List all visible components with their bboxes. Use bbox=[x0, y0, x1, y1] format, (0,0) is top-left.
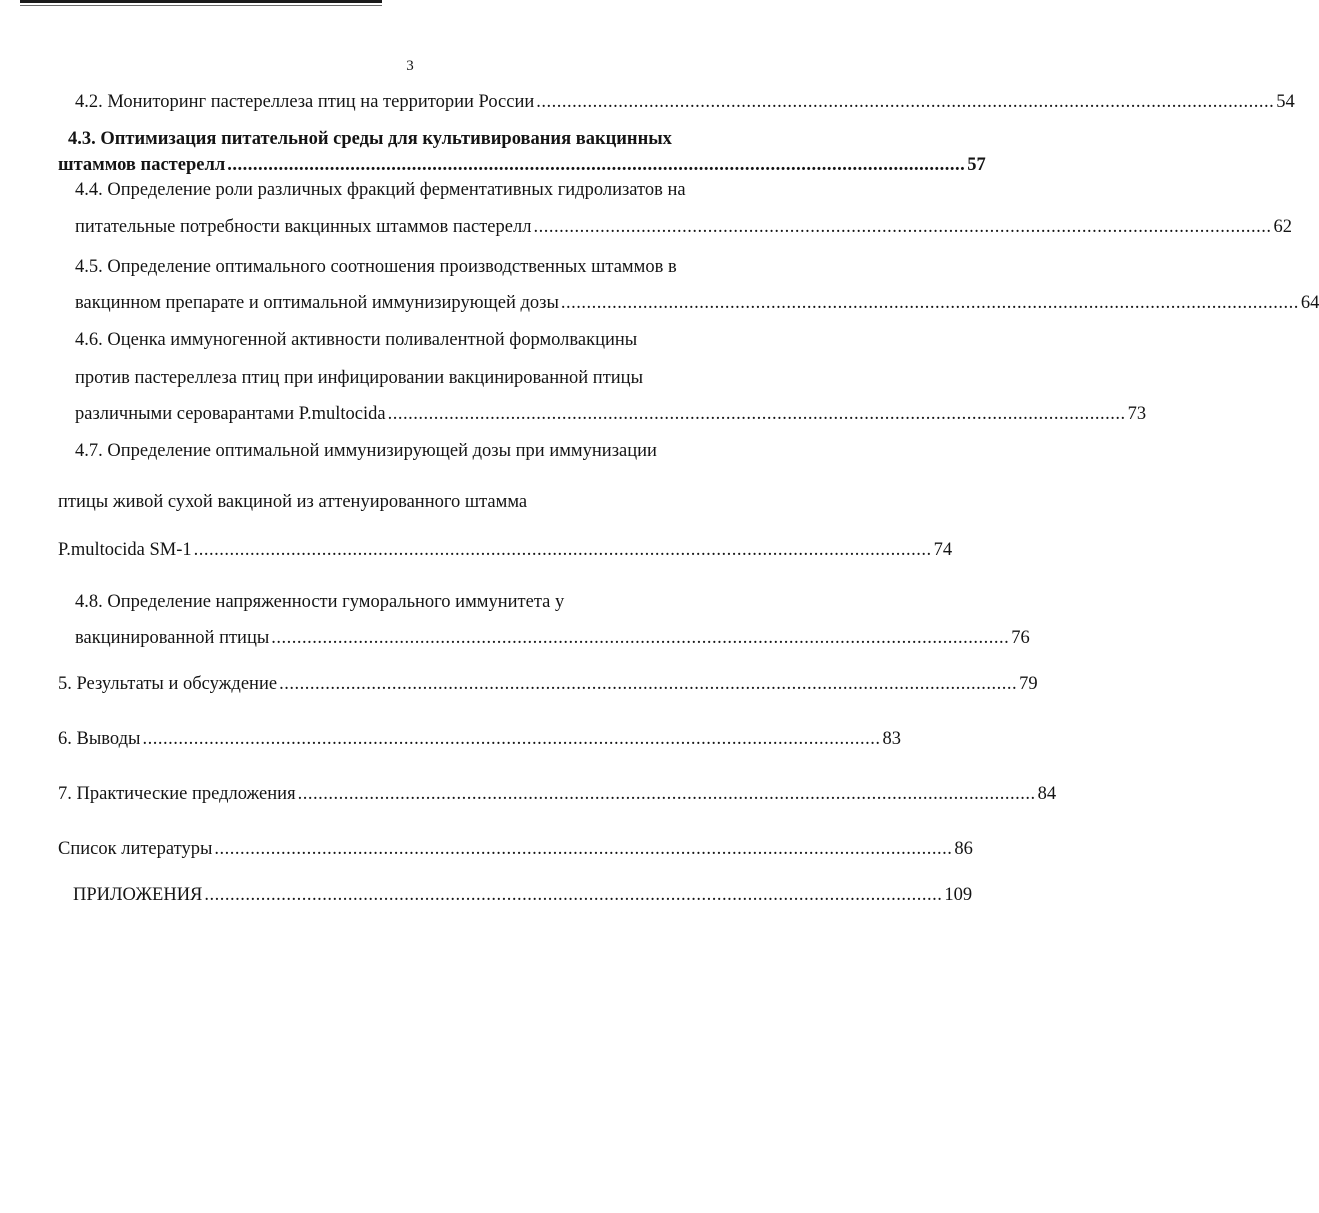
dot-leader: ................................................................................................................................................ bbox=[387, 404, 1126, 424]
dot-leader: ................................................................................................................................................ bbox=[193, 540, 932, 560]
toc-entry-4-3[interactable] bbox=[58, 154, 986, 176]
toc-entry-4-6[interactable] bbox=[75, 403, 1147, 425]
top-rule bbox=[20, 0, 382, 3]
dot-leader: ................................................................................................................................................ bbox=[271, 628, 1010, 648]
toc-entry-page: 86 bbox=[954, 839, 973, 859]
toc-entry-page: 83 bbox=[882, 729, 901, 749]
toc-entry-4-4[interactable] bbox=[75, 216, 1292, 238]
dot-leader: ................................................................................................................................................ bbox=[560, 293, 1299, 313]
toc-entry-4-3-line1[interactable]: 4.3. Оптимизация питательной среды для культивирования вакцинных bbox=[68, 129, 672, 149]
dot-leader: ................................................................................................................................................ bbox=[533, 217, 1272, 237]
toc-entry-4-4-line1[interactable]: 4.4. Определение роли различных фракций ферментативных гидролизатов на bbox=[75, 180, 686, 200]
toc-entry-4-6-line1[interactable]: 4.6. Оценка иммуногенной активности поливалентной формолвакцины bbox=[75, 330, 638, 350]
toc-entry-4-7-line2[interactable]: птицы живой сухой вакциной из аттенуированного штамма bbox=[58, 492, 528, 512]
toc-entry-4-2[interactable] bbox=[75, 91, 1295, 113]
toc-entry-4-7[interactable] bbox=[58, 539, 953, 561]
toc-entry-page: 62 bbox=[1273, 217, 1292, 237]
dot-leader: ................................................................................................................................................ bbox=[214, 839, 953, 859]
toc-entry-page: 74 bbox=[933, 540, 953, 560]
toc-entry-page: 79 bbox=[1019, 674, 1038, 694]
toc-entry-appendix[interactable] bbox=[73, 884, 973, 906]
toc-entry-label: питательные потребности вакцинных штаммов пастерелл bbox=[75, 217, 532, 237]
toc-entry-label: вакцинном препарате и оптимальной иммунизирующей дозы bbox=[75, 293, 559, 313]
toc-entry-label: 4.2. Мониторинг пастереллеза птиц на территории России bbox=[75, 92, 535, 112]
toc-entry-page: 64 bbox=[1300, 293, 1319, 313]
toc-entry-references[interactable] bbox=[58, 838, 973, 860]
dot-leader: ................................................................................................................................................ bbox=[204, 885, 943, 905]
toc-entry-4-7-line1[interactable]: 4.7. Определение оптимальной иммунизирующей дозы при иммунизации bbox=[75, 441, 657, 461]
toc-entry-label: P.multocida SM-1 bbox=[58, 540, 192, 560]
toc-entry-page: 84 bbox=[1037, 784, 1057, 804]
toc-entry-label: вакцинированной птицы bbox=[75, 628, 270, 648]
toc-entry-4-5-line1[interactable]: 4.5. Определение оптимального соотношения производственных штаммов в bbox=[75, 257, 677, 277]
dot-leader: ................................................................................................................................................ bbox=[227, 155, 966, 175]
toc-entry-4-8-line1[interactable]: 4.8. Определение напряженности гуморального иммунитета у bbox=[75, 592, 565, 612]
page-number: 3 bbox=[406, 58, 414, 74]
toc-entry-page: 109 bbox=[944, 885, 973, 905]
toc-entry-label: 6. Выводы bbox=[58, 729, 141, 749]
toc-entry-page: 54 bbox=[1276, 92, 1295, 112]
toc-entry-4-6-line2[interactable]: против пастереллеза птиц при инфицировании вакцинированной птицы bbox=[75, 368, 644, 388]
toc-entry-6[interactable] bbox=[58, 728, 901, 750]
toc-entry-page: 73 bbox=[1127, 404, 1147, 424]
top-rule-thin bbox=[20, 5, 382, 6]
toc-entry-label: различными сероварантами P.multocida bbox=[75, 404, 386, 424]
dot-leader: ................................................................................................................................................ bbox=[279, 674, 1018, 694]
toc-entry-4-8[interactable] bbox=[75, 627, 1030, 649]
toc-entry-7[interactable] bbox=[58, 783, 1057, 805]
dot-leader: ................................................................................................................................................ bbox=[297, 784, 1036, 804]
toc-entry-5[interactable] bbox=[58, 673, 1038, 695]
toc-entry-label: 7. Практические предложения bbox=[58, 784, 296, 804]
toc-entry-label: ПРИЛОЖЕНИЯ bbox=[73, 885, 203, 905]
toc-entry-label: Список литературы bbox=[58, 839, 213, 859]
dot-leader: ................................................................................................................................................ bbox=[536, 92, 1275, 112]
dot-leader: ................................................................................................................................................ bbox=[142, 729, 881, 749]
toc-entry-label: штаммов пастерелл bbox=[58, 155, 226, 175]
toc-entry-4-5[interactable] bbox=[75, 292, 1319, 314]
toc-entry-label: 5. Результаты и обсуждение bbox=[58, 674, 278, 694]
toc-entry-page: 57 bbox=[967, 155, 986, 175]
toc-entry-page: 76 bbox=[1011, 628, 1030, 648]
